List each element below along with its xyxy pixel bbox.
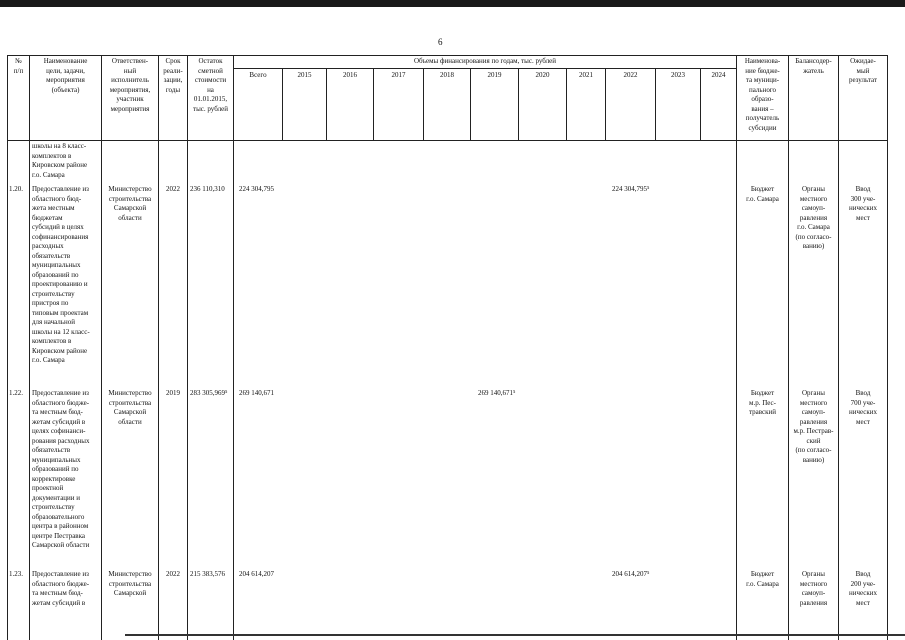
row-3-value-2022: 204 614,207⁵ xyxy=(612,570,650,578)
row-continuation-name: школы на 8 класс- комплектов в Кировском районе г.о. Самара xyxy=(32,142,88,179)
col-line xyxy=(736,55,737,640)
col-line xyxy=(838,55,839,640)
row-2-holder: Органы местного самоуп- равления м.р. Пестрав- ский (по согласо- ванию) xyxy=(793,389,834,464)
row-2-num: 1.22. xyxy=(9,389,23,397)
header-year-2019: 2019 xyxy=(487,71,502,79)
col-line xyxy=(187,55,188,640)
row-1-budget: Бюджет г.о. Самара xyxy=(746,185,779,203)
header-period: Срок реали- зации, годы xyxy=(163,57,183,94)
header-year-2017: 2017 xyxy=(391,71,406,79)
row-1-result: Ввод 300 уче- нических мест xyxy=(848,185,878,222)
row-3-total: 204 614,207 xyxy=(239,570,274,578)
col-line xyxy=(788,55,789,640)
row-3-balance: 215 383,576 xyxy=(190,570,225,578)
row-3-period: 2022 xyxy=(166,570,180,578)
row-2-result: Ввод 700 уче- нических мест xyxy=(848,389,878,426)
header-num: № п/п xyxy=(13,57,24,75)
header-year-2024: 2024 xyxy=(711,71,726,79)
row-3-result: Ввод 200 уче- нических мест xyxy=(848,570,878,607)
header-year-2016: 2016 xyxy=(343,71,357,79)
header-year-2015: 2015 xyxy=(297,71,312,79)
row-2-executor: Министерство строительства Самарской области xyxy=(108,389,152,426)
col-line xyxy=(887,55,888,640)
row-2-balance: 283 305,969⁵ xyxy=(190,389,228,397)
col-line xyxy=(233,55,234,640)
financing-header-divider xyxy=(233,68,736,69)
header-year-2020: 2020 xyxy=(535,71,550,79)
header-total: Всего xyxy=(249,71,267,79)
header-result: Ожидае- мый результат xyxy=(848,57,878,84)
page-bottom-rule xyxy=(125,634,905,636)
col-line xyxy=(158,55,159,640)
row-2-total: 269 140,671 xyxy=(239,389,274,397)
row-1-executor: Министерство строительства Самарской области xyxy=(108,185,152,222)
row-1-total: 224 304,795 xyxy=(239,185,274,193)
header-year-2018: 2018 xyxy=(440,71,454,79)
header-holder: Балансодер- жатель xyxy=(795,57,832,75)
header-year-2023: 2023 xyxy=(671,71,685,79)
row-1-name: Предоставление из областного бюд- жета местным бюджетам субсидий в целях софинансирования расходных обязательств муниципальных образований по проектированию и строительству пристроя по типовым проектам для начальной школы на 12 класс- комплектов в Кировском районе г.о. Самара xyxy=(32,185,90,364)
row-2-period: 2019 xyxy=(166,389,180,397)
row-1-holder: Органы местного самоуп- равления г.о. Самара (по согласо- ванию) xyxy=(795,185,832,250)
row-3-num: 1.23. xyxy=(9,570,23,578)
page-top-bar xyxy=(0,0,905,7)
col-line xyxy=(29,55,30,640)
header-financing: Объемы финансирования по годам, тыс. рублей xyxy=(413,57,557,65)
row-2-budget: Бюджет м.р. Пес- травский xyxy=(748,389,776,416)
header-name: Наименование цели, задачи, мероприятия (объекта) xyxy=(43,57,88,94)
header-executor: Ответствен- ный исполнитель мероприятия, участник мероприятия xyxy=(109,57,151,113)
header-budget: Наименова- ние бюдже- та муници- пального образо- вания – получатель субсидии xyxy=(744,57,781,132)
row-2-value-2019: 269 140,671⁵ xyxy=(478,389,516,397)
row-1-balance: 236 110,310 xyxy=(190,185,225,193)
row-3-holder: Органы местного самоуп- равления xyxy=(799,570,828,607)
row-1-period: 2022 xyxy=(166,185,180,193)
col-line xyxy=(7,55,8,640)
row-1-num: 1.20. xyxy=(9,185,23,193)
row-1-value-2022: 224 304,795⁵ xyxy=(612,185,650,193)
header-year-2021: 2021 xyxy=(579,71,593,79)
header-balance: Остаток сметной стоимости на 01.01.2015, тыс. рублей xyxy=(193,57,228,113)
page-number: 6 xyxy=(438,37,443,47)
row-3-budget: Бюджет г.о. Самара xyxy=(746,570,779,588)
row-3-executor: Министерство строительства Самарской xyxy=(108,570,152,597)
row-3-name: Предоставление из областного бюдже- та местным бюд- жетам субсидий в xyxy=(32,570,90,607)
header-bottom-border xyxy=(7,140,887,141)
header-year-2022: 2022 xyxy=(623,71,638,79)
table-top-border xyxy=(7,55,887,56)
row-2-name: Предоставление из областного бюдже- та местным бюд- жетам субсидий в целях софинанси- рования расходных обязательств муниципальных образований по корректировке проектной документации и строительству образовательного центра в районном центре Пестравка Самарской области xyxy=(32,389,90,549)
